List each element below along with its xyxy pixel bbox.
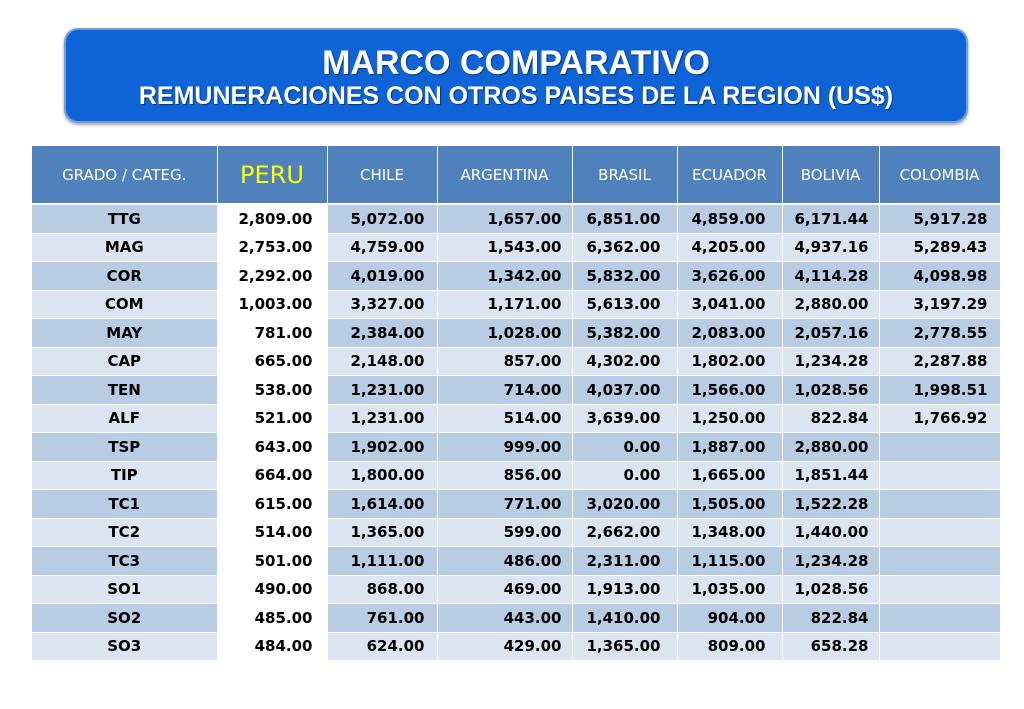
- value-cell: 2,292.00: [217, 262, 327, 291]
- value-cell: [879, 547, 1000, 576]
- category-cell: TTG: [32, 204, 217, 233]
- value-cell: 0.00: [572, 433, 677, 462]
- value-cell: 2,662.00: [572, 518, 677, 547]
- value-cell: 1,115.00: [677, 547, 782, 576]
- column-header-bolivia: BOLIVIA: [782, 146, 879, 204]
- table-row: [32, 404, 1000, 433]
- category-cell: TC3: [32, 547, 217, 576]
- table-body: [32, 204, 1000, 661]
- value-cell: 1,231.00: [327, 404, 437, 433]
- table-row: [32, 632, 1000, 661]
- value-cell: 1,505.00: [677, 490, 782, 519]
- value-cell: 999.00: [437, 433, 572, 462]
- value-cell: 1,348.00: [677, 518, 782, 547]
- value-cell: 486.00: [437, 547, 572, 576]
- value-cell: 3,327.00: [327, 290, 437, 319]
- value-cell: 1,171.00: [437, 290, 572, 319]
- category-cell: SO1: [32, 575, 217, 604]
- value-cell: 904.00: [677, 604, 782, 633]
- value-cell: 0.00: [572, 461, 677, 490]
- value-cell: 469.00: [437, 575, 572, 604]
- value-cell: 5,382.00: [572, 319, 677, 348]
- value-cell: 658.28: [782, 632, 879, 661]
- value-cell: 643.00: [217, 433, 327, 462]
- table-row: [32, 347, 1000, 376]
- value-cell: 1,410.00: [572, 604, 677, 633]
- category-cell: TIP: [32, 461, 217, 490]
- value-cell: 1,657.00: [437, 204, 572, 233]
- value-cell: 5,289.43: [879, 233, 1000, 262]
- value-cell: 5,832.00: [572, 262, 677, 291]
- value-cell: 501.00: [217, 547, 327, 576]
- value-cell: 6,851.00: [572, 204, 677, 233]
- value-cell: 3,020.00: [572, 490, 677, 519]
- value-cell: 4,098.98: [879, 262, 1000, 291]
- value-cell: 1,028.56: [782, 376, 879, 405]
- value-cell: 6,171.44: [782, 204, 879, 233]
- table-row: [32, 490, 1000, 519]
- table-row: [32, 290, 1000, 319]
- value-cell: 4,205.00: [677, 233, 782, 262]
- category-cell: TC1: [32, 490, 217, 519]
- value-cell: 1,543.00: [437, 233, 572, 262]
- category-cell: ALF: [32, 404, 217, 433]
- value-cell: 3,197.29: [879, 290, 1000, 319]
- column-header-brasil: BRASIL: [572, 146, 677, 204]
- value-cell: 1,566.00: [677, 376, 782, 405]
- value-cell: 761.00: [327, 604, 437, 633]
- title-banner: [64, 28, 968, 123]
- value-cell: 822.84: [782, 404, 879, 433]
- value-cell: 857.00: [437, 347, 572, 376]
- table-header-row: [32, 146, 1000, 204]
- value-cell: 2,778.55: [879, 319, 1000, 348]
- value-cell: 2,880.00: [782, 290, 879, 319]
- value-cell: 1,234.28: [782, 547, 879, 576]
- value-cell: [879, 461, 1000, 490]
- value-cell: 3,639.00: [572, 404, 677, 433]
- value-cell: 1,665.00: [677, 461, 782, 490]
- table-row: [32, 575, 1000, 604]
- salary-comparison-table: [32, 146, 1001, 661]
- table-row: [32, 433, 1000, 462]
- category-cell: TEN: [32, 376, 217, 405]
- value-cell: 538.00: [217, 376, 327, 405]
- value-cell: 2,809.00: [217, 204, 327, 233]
- value-cell: 1,003.00: [217, 290, 327, 319]
- value-cell: 1,234.28: [782, 347, 879, 376]
- value-cell: 1,614.00: [327, 490, 437, 519]
- value-cell: 429.00: [437, 632, 572, 661]
- category-cell: TC2: [32, 518, 217, 547]
- value-cell: 490.00: [217, 575, 327, 604]
- column-header-argentina: ARGENTINA: [437, 146, 572, 204]
- table-row: [32, 262, 1000, 291]
- value-cell: 3,626.00: [677, 262, 782, 291]
- value-cell: 809.00: [677, 632, 782, 661]
- column-header-ecuador: ECUADOR: [677, 146, 782, 204]
- value-cell: 2,287.88: [879, 347, 1000, 376]
- value-cell: 1,851.44: [782, 461, 879, 490]
- value-cell: 856.00: [437, 461, 572, 490]
- value-cell: 665.00: [217, 347, 327, 376]
- table-row: [32, 547, 1000, 576]
- value-cell: 4,037.00: [572, 376, 677, 405]
- value-cell: 5,072.00: [327, 204, 437, 233]
- value-cell: 1,522.28: [782, 490, 879, 519]
- value-cell: 599.00: [437, 518, 572, 547]
- value-cell: 2,384.00: [327, 319, 437, 348]
- value-cell: 1,365.00: [572, 632, 677, 661]
- category-cell: COR: [32, 262, 217, 291]
- value-cell: 1,028.56: [782, 575, 879, 604]
- page-title: MARCO COMPARATIVO: [322, 44, 710, 82]
- value-cell: [879, 575, 1000, 604]
- category-cell: SO3: [32, 632, 217, 661]
- value-cell: 1,250.00: [677, 404, 782, 433]
- value-cell: 664.00: [217, 461, 327, 490]
- value-cell: 1,342.00: [437, 262, 572, 291]
- value-cell: 1,887.00: [677, 433, 782, 462]
- category-cell: COM: [32, 290, 217, 319]
- value-cell: 1,766.92: [879, 404, 1000, 433]
- value-cell: 1,028.00: [437, 319, 572, 348]
- value-cell: 4,114.28: [782, 262, 879, 291]
- value-cell: 514.00: [217, 518, 327, 547]
- column-header-grado-categ: GRADO / CATEG.: [32, 146, 217, 204]
- value-cell: 1,440.00: [782, 518, 879, 547]
- value-cell: 2,083.00: [677, 319, 782, 348]
- value-cell: 1,111.00: [327, 547, 437, 576]
- value-cell: [879, 518, 1000, 547]
- value-cell: 1,802.00: [677, 347, 782, 376]
- category-cell: MAG: [32, 233, 217, 262]
- value-cell: 4,302.00: [572, 347, 677, 376]
- value-cell: 868.00: [327, 575, 437, 604]
- value-cell: 5,613.00: [572, 290, 677, 319]
- value-cell: 1,365.00: [327, 518, 437, 547]
- value-cell: 6,362.00: [572, 233, 677, 262]
- value-cell: 1,902.00: [327, 433, 437, 462]
- table-row: [32, 461, 1000, 490]
- value-cell: 2,753.00: [217, 233, 327, 262]
- value-cell: 615.00: [217, 490, 327, 519]
- value-cell: 2,148.00: [327, 347, 437, 376]
- value-cell: 4,019.00: [327, 262, 437, 291]
- value-cell: 714.00: [437, 376, 572, 405]
- value-cell: 514.00: [437, 404, 572, 433]
- value-cell: 781.00: [217, 319, 327, 348]
- table-row: [32, 319, 1000, 348]
- value-cell: 624.00: [327, 632, 437, 661]
- table-row: [32, 376, 1000, 405]
- value-cell: 4,859.00: [677, 204, 782, 233]
- table-row: [32, 204, 1000, 233]
- value-cell: 771.00: [437, 490, 572, 519]
- table-row: [32, 233, 1000, 262]
- value-cell: 521.00: [217, 404, 327, 433]
- table-row: [32, 604, 1000, 633]
- value-cell: [879, 490, 1000, 519]
- value-cell: 4,937.16: [782, 233, 879, 262]
- value-cell: [879, 632, 1000, 661]
- value-cell: 1,035.00: [677, 575, 782, 604]
- value-cell: 4,759.00: [327, 233, 437, 262]
- value-cell: 485.00: [217, 604, 327, 633]
- value-cell: 1,231.00: [327, 376, 437, 405]
- page-subtitle: REMUNERACIONES CON OTROS PAISES DE LA REGION (US$): [138, 82, 894, 110]
- value-cell: 1,800.00: [327, 461, 437, 490]
- category-cell: MAY: [32, 319, 217, 348]
- value-cell: 5,917.28: [879, 204, 1000, 233]
- category-cell: SO2: [32, 604, 217, 633]
- value-cell: [879, 433, 1000, 462]
- value-cell: 443.00: [437, 604, 572, 633]
- value-cell: 1,913.00: [572, 575, 677, 604]
- value-cell: 3,041.00: [677, 290, 782, 319]
- category-cell: TSP: [32, 433, 217, 462]
- value-cell: 2,880.00: [782, 433, 879, 462]
- value-cell: [879, 604, 1000, 633]
- value-cell: 484.00: [217, 632, 327, 661]
- column-header-peru: PERU: [217, 146, 327, 204]
- value-cell: 2,057.16: [782, 319, 879, 348]
- value-cell: 1,998.51: [879, 376, 1000, 405]
- value-cell: 822.84: [782, 604, 879, 633]
- column-header-colombia: COLOMBIA: [879, 146, 1000, 204]
- category-cell: CAP: [32, 347, 217, 376]
- table-row: [32, 518, 1000, 547]
- column-header-chile: CHILE: [327, 146, 437, 204]
- value-cell: 2,311.00: [572, 547, 677, 576]
